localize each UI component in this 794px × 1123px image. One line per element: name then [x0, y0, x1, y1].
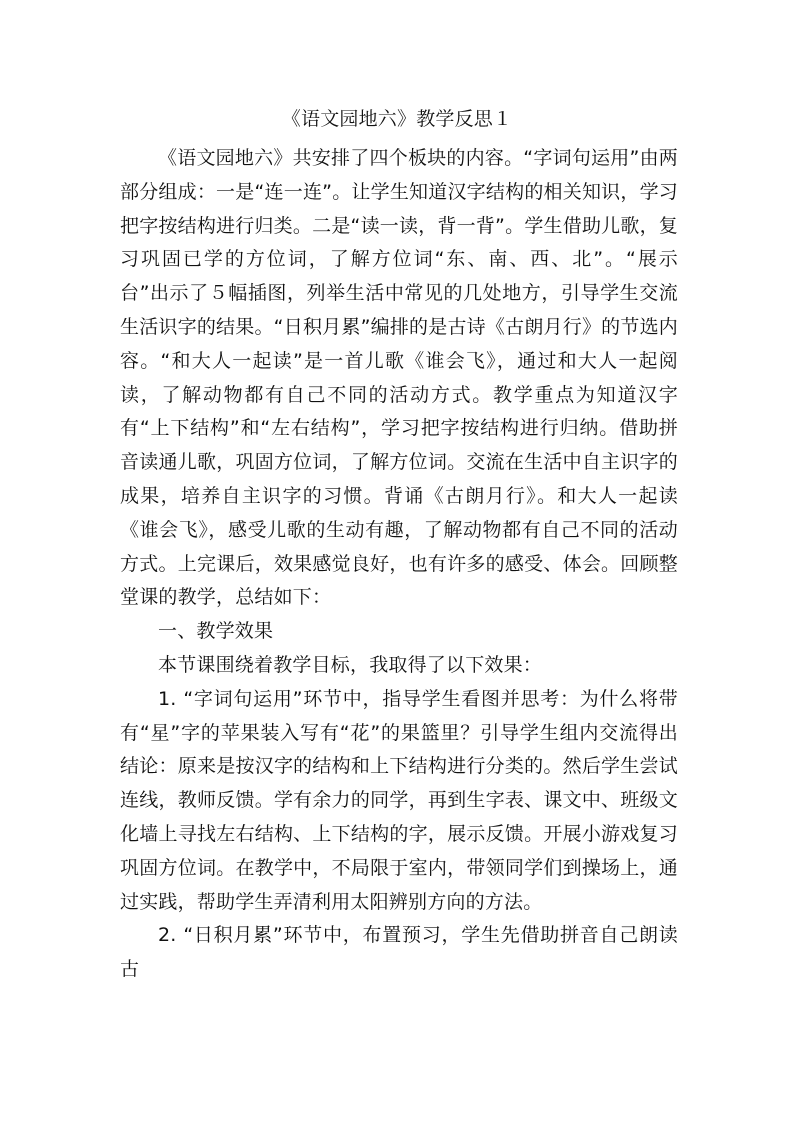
section-heading: 一、教学效果 — [158, 620, 274, 643]
intro-paragraph: 《语文园地六》共安排了四个板块的内容。“字词句运用”由两部分组成：一是“连一连”。让学生知道汉字结构的相关知识，学习把字按结构进行归类。二是“读一读，背一背”。学生借助儿歌，复习巩固已学的方位词，了解方位词“东、南、西、北”。“展示台”出示了５幅插图，列举生活中常见的几处地方，引导学生交流生活识字的结果。“日积月累”编排的是古诗《古朗月行》的节选内容。“和大人一起读”是一首儿歌《谁会飞》，通过和大人一起阅读，了解动物都有自己不同的活动方式。教学重点为知道汉字有“上下结构”和“左右结构”，学习把字按结构进行归纳。借助拼音读通儿歌，巩固方位词，了解方位词。交流在生活中自主识字的成果，培养自主识字的习惯。背诵《古朗月行》。和大人一起读《谁会飞》，感受儿歌的生动有趣，了解动物都有自己不同的活动方式。上完课后，效果感觉良好，也有许多的感受、体会。回顾整堂课的教学，总结如下： — [120, 147, 678, 609]
document-body — [120, 142, 678, 987]
list-item-1: 1. “字词句运用”环节中，指导学生看图并思考：为什么将带有“星”字的苹果装入写有“花”的果篮里？引导学生组内交流得出结论：原来是按汉字的结构和上下结构进行分类的。然后学生尝试连线，教师反馈。学有余力的同学，再到生字表、课文中、班级文化墙上寻找左右结构、上下结构的字，展示反馈。开展小游戏复习巩固方位词。在教学中，不局限于室内，带领同学们到操场上，通过实践，帮助学生弄清利用太阳辨别方向的方法。 — [120, 687, 678, 913]
list-item-2: 2. “日积月累”环节中，布置预习，学生先借助拼音自己朗读古 — [120, 924, 678, 981]
document-title: 《语文园地六》教学反思１ — [281, 108, 513, 130]
section-intro-paragraph: 本节课围绕着教学目标，我取得了以下效果： — [158, 653, 543, 676]
